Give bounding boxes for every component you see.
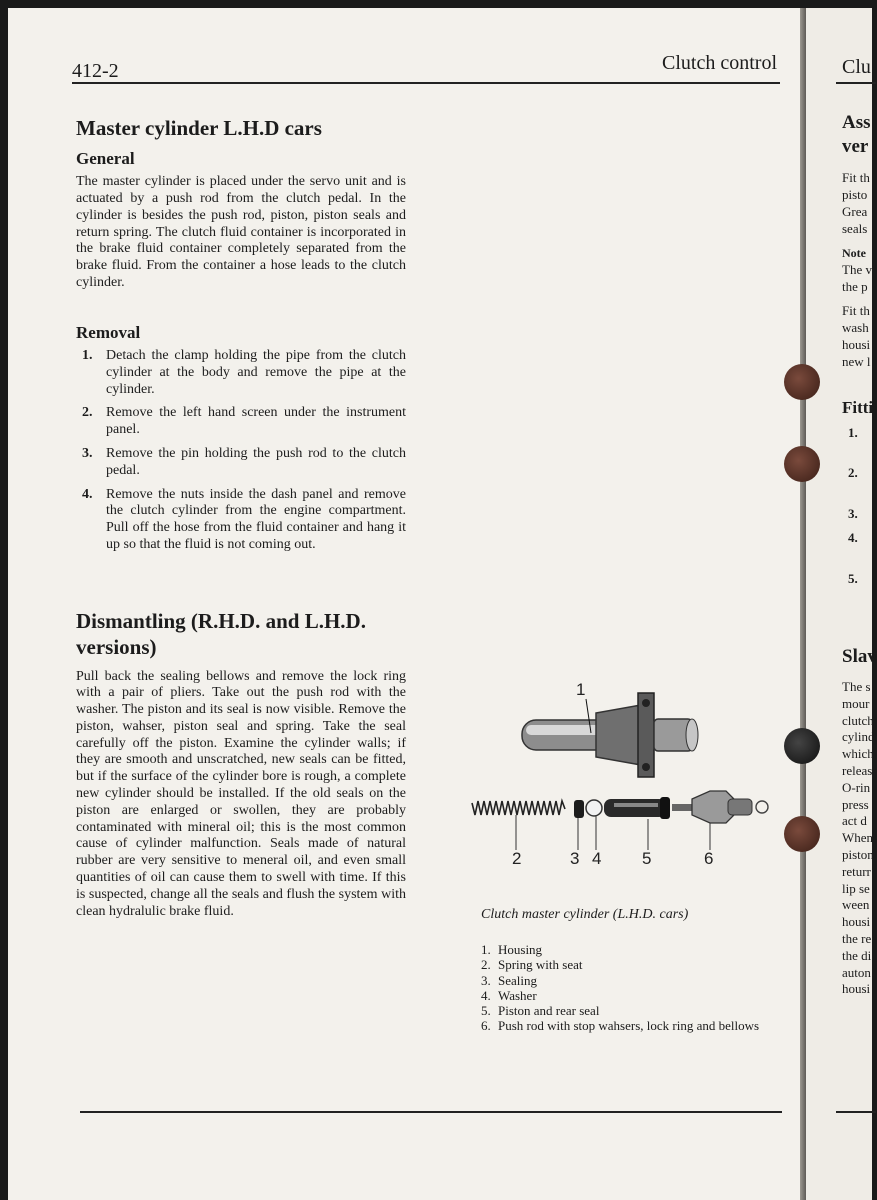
right-text-line: The v [842, 262, 872, 277]
right-text-line: the p [842, 279, 868, 294]
note-label: Note [842, 246, 866, 260]
removal-section [76, 323, 406, 561]
right-text-line: pisto [842, 187, 868, 202]
callout-1: 1 [576, 680, 586, 699]
right-text-line: Grea [842, 204, 868, 219]
right-heading-1-line1: Ass [842, 112, 871, 133]
binder-tab [784, 446, 820, 482]
right-heading-1-line2: ver [842, 136, 869, 157]
page-number: 412-2 [72, 60, 119, 82]
right-text-line: the di [842, 947, 872, 963]
right-text-line: returr [842, 863, 871, 879]
right-header-rule [836, 82, 876, 84]
legend-item: 2. Spring with seat [481, 957, 583, 973]
binder-tab [784, 728, 820, 764]
right-text-line: clutch [842, 712, 874, 728]
footer-rule [80, 1111, 782, 1113]
right-text-line: When [842, 830, 874, 846]
master-cylinder-section [76, 115, 406, 292]
header-rule [72, 82, 780, 84]
callout-6: 6 [704, 849, 714, 868]
legend-item: 1. Housing [481, 942, 543, 957]
right-page [806, 8, 877, 1200]
right-text-line: O-rin [842, 779, 871, 795]
right-text-line: seals [842, 221, 868, 236]
removal-step: 4. Remove the nuts inside the dash panel and remove the clutch cylinder from the engine compartment. Pull off the hose from the fluid container and hang it up so that the fluid is not coming out. [82, 486, 406, 552]
exploded-view-drawing [466, 675, 780, 875]
right-text-line: wash [842, 320, 869, 335]
housing-part [522, 693, 698, 777]
right-text-line: the re [842, 931, 872, 946]
right-footer-rule [836, 1111, 876, 1113]
right-text-line: releas [842, 763, 873, 778]
right-text-line: which [842, 746, 874, 762]
right-text-line: press [842, 796, 869, 812]
right-heading-2: Fitti [842, 398, 874, 417]
right-text-line: housi [842, 337, 871, 352]
dismantling-text: Pull back the sealing bellows and remove the lock ring with a pair of pliers. Take out the push rod with the washer. The piston and its seal is now visible. Remove the piston, wahser, piston seal and spring. Take the seal carefully off the piston. Examine the cylinder walls; if they are smooth and unscratched, new seals can be fitted, but if the surface of the cylinder bore is rough, a complete new cylinder should be installed. If the old seals on the piston are enlarged or swollen, they are probably contaminated with mineral oil; this is the most common cause of cylinder malfunction. Seals made of natural rubber are very sensitive to meneral oil, and even small quantities of oil can cause them to swell with time. If this is suspected, change all the seals and flush the system with clean hydralulic brake fluid. [76, 668, 406, 919]
right-text-line: housi [842, 914, 871, 930]
spring-part [472, 801, 565, 815]
section-title: Clutch control [662, 52, 777, 74]
callout-3: 3 [570, 849, 580, 868]
right-text-line: lip se [842, 880, 870, 896]
callout-4: 4 [592, 849, 602, 868]
dismantling-section [76, 608, 406, 920]
right-heading-3: Slav [842, 646, 877, 667]
figure-caption: Clutch master cylinder (L.H.D. cars) [481, 907, 689, 922]
right-text-line: Fit th [842, 303, 870, 318]
right-step-number: 2. [848, 465, 858, 480]
removal-step: 2. Remove the left hand screen under the instrument panel. [82, 405, 406, 438]
right-page-header: Clu [842, 56, 871, 78]
removal-step: 1. Detach the clamp holding the pipe from the clutch cylinder at the body and remove the pipe at the cylinder. [82, 348, 406, 397]
right-text-line: piston [842, 847, 874, 862]
binder-tab [784, 364, 820, 400]
washer-part [586, 800, 602, 816]
right-text-line: The s [842, 679, 871, 694]
right-text-line: ween [842, 897, 870, 913]
right-step-number: 5. [848, 571, 858, 586]
right-text-line: new l [842, 354, 871, 369]
push-rod-part [672, 791, 768, 823]
removal-heading: Removal [76, 323, 141, 342]
right-step-number: 4. [848, 530, 858, 545]
piston-part [604, 797, 670, 819]
legend-item: 6. Push rod with stop wahsers, lock ring and bellows [481, 1018, 760, 1034]
dismantling-heading: Dismantling (R.H.D. and L.H.D. versions) [76, 609, 366, 660]
clutch-master-cylinder-figure [466, 675, 780, 875]
right-text-line: mour [842, 695, 870, 711]
right-text-line: housi [842, 981, 871, 997]
removal-step: 3. Remove the pin holding the push rod to the clutch pedal. [82, 445, 406, 478]
sealing-part [574, 800, 584, 818]
callout-5: 5 [642, 849, 652, 868]
callout-2: 2 [512, 849, 522, 868]
master-cylinder-heading: Master cylinder L.H.D cars [76, 116, 322, 140]
binder-tab [784, 816, 820, 852]
right-text-line: Fit th [842, 170, 870, 185]
right-text-line: cylind [842, 729, 875, 745]
removal-steps [76, 348, 406, 554]
general-heading: General [76, 149, 135, 169]
general-text: The master cylinder is placed under the servo unit and is actuated by a push rod from the clutch pedal. In the cylinder is besides the push rod, piston, piston seals and return spring. The clutch fluid container is incorporated in the brake fluid container completely separated from the brake fluid. From the container a hose leads to the clutch cylinder. [76, 174, 406, 291]
legend-item: 5. Piston and rear seal [481, 1003, 600, 1019]
legend-item: 4. Washer [481, 987, 537, 1003]
right-text-line: auton [842, 964, 871, 980]
legend-item: 3. Sealing [481, 972, 537, 988]
right-step-number: 1. [848, 425, 858, 440]
right-step-number: 3. [848, 506, 858, 521]
figure-legend [481, 942, 759, 1034]
right-text-line: act d [842, 813, 867, 829]
